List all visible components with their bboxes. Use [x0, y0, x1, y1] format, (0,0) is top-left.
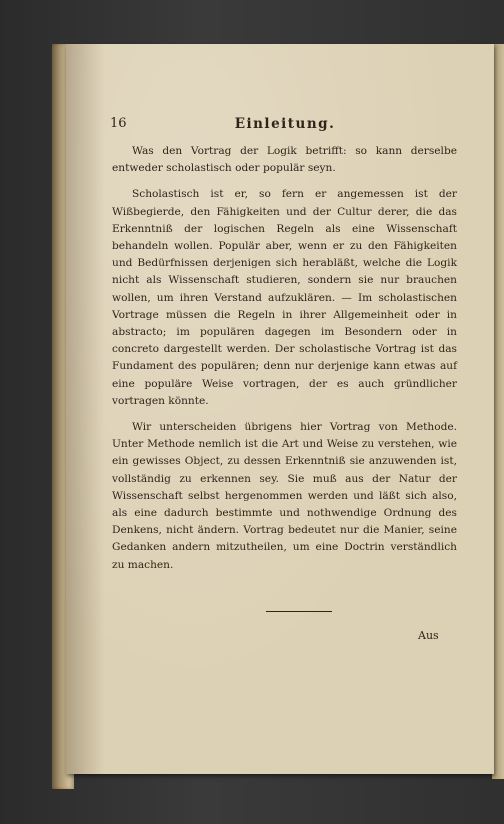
paragraph-1: Was den Vortrag der Logik betrifft: so kann derselbe entweder scholastisch oder populär seyn. — [112, 145, 457, 175]
paragraph-2: Scholastisch ist er, so fern er angemessen ist der Wißbegierde, den Fähigkeiten und der Cultur derer, die das Erkenntniß der logischen Regeln als eine Wissenschaft behandeln wollen. Populär aber, wenn er zu den Fähigkeiten und Bedürfnissen derjenigen sich herabläßt, welche die Logik nicht als Wissenschaft studieren, sondern sie nur brauchen wollen, um ihren Verstand aufzuklären. — Im scholastischen Vortrage müssen die Regeln in ihrer Allgemeinheit oder in abstracto; im populären dagegen im Besondern oder in concreto dargestellt werden. Der scholastische Vortrag ist das Fundament des populären; denn nur derjenige kann etwas auf eine populäre Weise vortragen, der es auch gründlicher vortragen könnte. — [112, 188, 457, 407]
page-number: 16 — [110, 116, 127, 131]
catchword: Aus — [418, 629, 439, 642]
running-title: Einleitung. — [234, 116, 336, 132]
page-body — [112, 143, 457, 574]
page-header — [110, 116, 460, 136]
section-rule — [266, 611, 332, 612]
paragraph-3: Wir unterscheiden übrigens hier Vortrag von Methode. Unter Methode nemlich ist die Art und Weise zu verstehen, wie ein gewisses Object, zu dessen Erkenntniß sie anzuwenden ist, vollständig zu erkennen sey. Sie muß aus der Natur der Wissenschaft selbst hergenommen werden und läßt sich also, als eine dadurch bestimmte und nothwendige Ordnung des Denkens, nicht ändern. Vortrag bedeutet nur die Manier, seine Gedanken andern mitzutheilen, um eine Doctrin verständlich zu machen. — [112, 421, 457, 571]
